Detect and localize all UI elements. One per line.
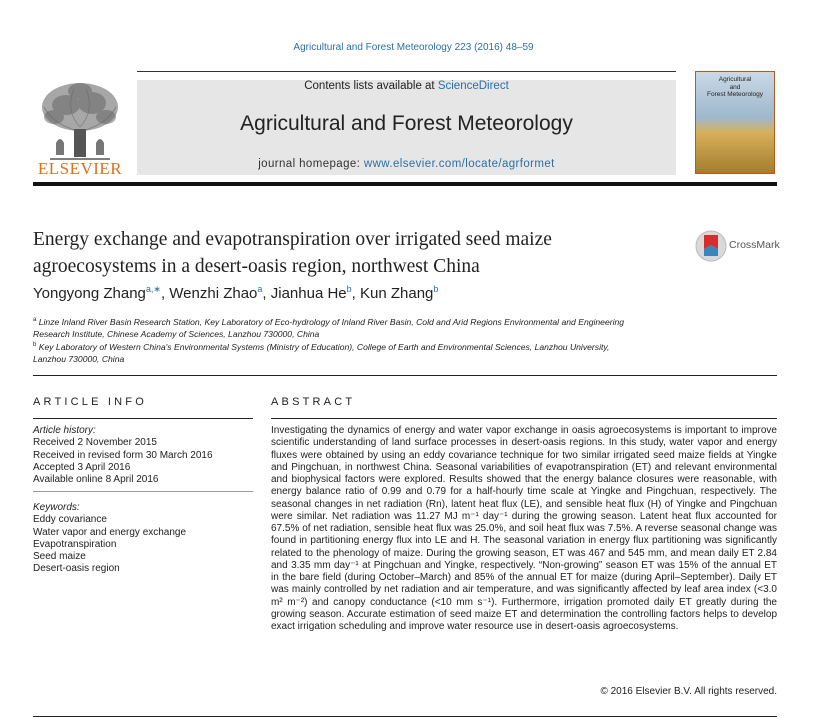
affiliation-marker: b xyxy=(33,342,37,348)
crossmark-badge[interactable] xyxy=(695,229,785,263)
cover-title-line-3: Forest Meteorology xyxy=(707,91,763,98)
author-affiliation-marker[interactable]: b xyxy=(346,284,352,294)
history-item: Received in revised form 30 March 2016 xyxy=(33,449,213,461)
crossmark-label: CrossMark xyxy=(729,239,780,251)
affiliation-text-line-2: Lanzhou 730000, China xyxy=(33,353,125,364)
author-separator: , xyxy=(262,285,271,302)
contents-prefix: Contents lists available at xyxy=(304,80,435,92)
publisher-logo-text: ELSEVIER xyxy=(37,159,123,178)
page-bottom-rule xyxy=(33,716,777,717)
keywords-label: Keywords: xyxy=(33,502,80,513)
author-separator: , xyxy=(160,285,170,302)
keyword[interactable]: Water vapor and energy exchange xyxy=(33,526,187,538)
article-info-heading: ARTICLE INFO xyxy=(33,396,147,408)
author-name[interactable]: Yongyong Zhang xyxy=(33,285,146,302)
author-name[interactable]: Kun Zhang xyxy=(360,285,434,302)
keywords xyxy=(33,502,253,576)
header-thick-rule xyxy=(33,182,777,186)
sciencedirect-link[interactable]: ScienceDirect xyxy=(437,80,509,92)
article-history-label: Article history: xyxy=(33,425,96,436)
copyright-notice: © 2016 Elsevier B.V. All rights reserved. xyxy=(600,686,777,697)
header-top-rule xyxy=(137,71,676,72)
affiliation-a xyxy=(33,314,683,340)
abstract-text: Investigating the dynamics of energy and water vapor exchange in oasis agroecosystems is important to improve scientific understanding of land surface processes in desert-oasis regions. In this study, water vapor and energy fluxes were obtained by using an eddy covariance technique for two similar irrigated seed maize fields at Yingke and Pingchuan, in northwest China. Seasonal variabilities of evapotranspiration (ET) and relevant environmental and biophysical factors were explored. Results showed that the energy balance closures were reasonable, with energy balance ratio of 0.99 and 0.79 for a half-hourly time scale at Yingke and Pingchuan, respectively. The seasonal changes in net radiation (Rn), latent heat flux (LE), and sensible heat flux (H) of Yingke and Pingchuan were similar. Net radiation was 11.27 MJ m⁻¹ day⁻¹ during the growing season. Latent heat flux accounted for 67.5% of net radiation, sensible heat flux was 25.0%, and soil heat flux was 7.5%. A reverse seasonal change was found in partitioning energy flux into LE and H. The seasonal variation in energy flux partitioning was significantly related to the phenology of maize. During the growing season, ET was 467 and 545 mm, and mean daily ET 2.84 and 3.35 mm day⁻¹ at Pingchuan and Yingke, respectively. “Non-growing” season ET was 15% of the annual ET in the bare field (during October–March) and 85% of the annual ET for maize (during April–September). Daily ET was mainly controlled by net radiation and air temperature, and was significantly affected by leaf area index (<3.0 m² m⁻²) and canopy conductance (<10 mm s⁻¹). Furthermore, irrigation promoted daily ET greatly during the growing season. Accurate estimation of seed maize ET and determination the controlling factors helps to develop exact irrigation scheduling and improve water resource use in desert-oasis agroecosystems. xyxy=(271,425,777,632)
author-separator: , xyxy=(351,285,360,302)
history-item: Accepted 3 April 2016 xyxy=(33,461,131,473)
author-name[interactable]: Jianhua He xyxy=(270,285,347,302)
author-affiliation-marker[interactable]: a xyxy=(257,284,263,294)
author-name[interactable]: Wenzhi Zhao xyxy=(169,285,258,302)
abstract-rule xyxy=(271,418,777,419)
journal-cover-thumbnail[interactable] xyxy=(695,71,775,174)
cover-title-line-2: and xyxy=(729,83,741,91)
affiliation-marker: a xyxy=(33,317,37,323)
article-info-rule xyxy=(33,418,253,419)
cover-title-line-1: Agricultural xyxy=(718,76,752,83)
article-title-line-1: Energy exchange and evapotranspiration over irrigated seed maize xyxy=(33,229,552,250)
article-title xyxy=(33,226,683,280)
journal-title[interactable]: Agricultural and Forest Meteorology xyxy=(240,112,573,135)
author-affiliation-marker[interactable]: b xyxy=(433,284,439,294)
contents-line xyxy=(137,80,676,92)
homepage-label: journal homepage: xyxy=(258,158,361,170)
author-affiliation-marker[interactable]: a,∗ xyxy=(145,284,161,294)
keyword[interactable]: Desert-oasis region xyxy=(33,563,120,575)
homepage-link[interactable]: www.elsevier.com/locate/agrformet xyxy=(363,158,555,170)
history-divider xyxy=(33,491,253,492)
affiliation-b xyxy=(33,339,683,365)
affiliation-text-line-1: Linze Inland River Basin Research Station, Key Laboratory of Eco-hydrology of Inland River Basin, Cold and Arid Regions Environmental and Engineering xyxy=(38,316,625,327)
elsevier-logo[interactable] xyxy=(30,77,130,177)
journal-citation[interactable]: Agricultural and Forest Meteorology 223 (2016) 48–59 xyxy=(293,42,534,53)
keyword[interactable]: Eddy covariance xyxy=(33,514,107,526)
affiliation-text-line-1: Key Laboratory of Western China's Environmental Systems (Ministry of Education), College of Earth and Environmental Sciences, Lanzhou University, xyxy=(38,341,610,352)
article-history xyxy=(33,425,253,486)
abstract-heading: ABSTRACT xyxy=(271,396,356,408)
keyword[interactable]: Evapotranspiration xyxy=(33,538,117,550)
journal-homepage-line xyxy=(137,158,676,170)
history-item: Received 2 November 2015 xyxy=(33,437,157,449)
author-list xyxy=(33,284,438,302)
keyword[interactable]: Seed maize xyxy=(33,551,86,563)
affiliation-bottom-rule xyxy=(33,375,777,376)
history-item: Available online 8 April 2016 xyxy=(33,474,159,486)
affiliation-text-line-2: Research Institute, Chinese Academy of Sciences, Lanzhou 730000, China xyxy=(33,328,320,339)
article-title-line-2: agroecosystems in a desert-oasis region, northwest China xyxy=(33,256,480,277)
crossmark-icon xyxy=(695,229,727,263)
